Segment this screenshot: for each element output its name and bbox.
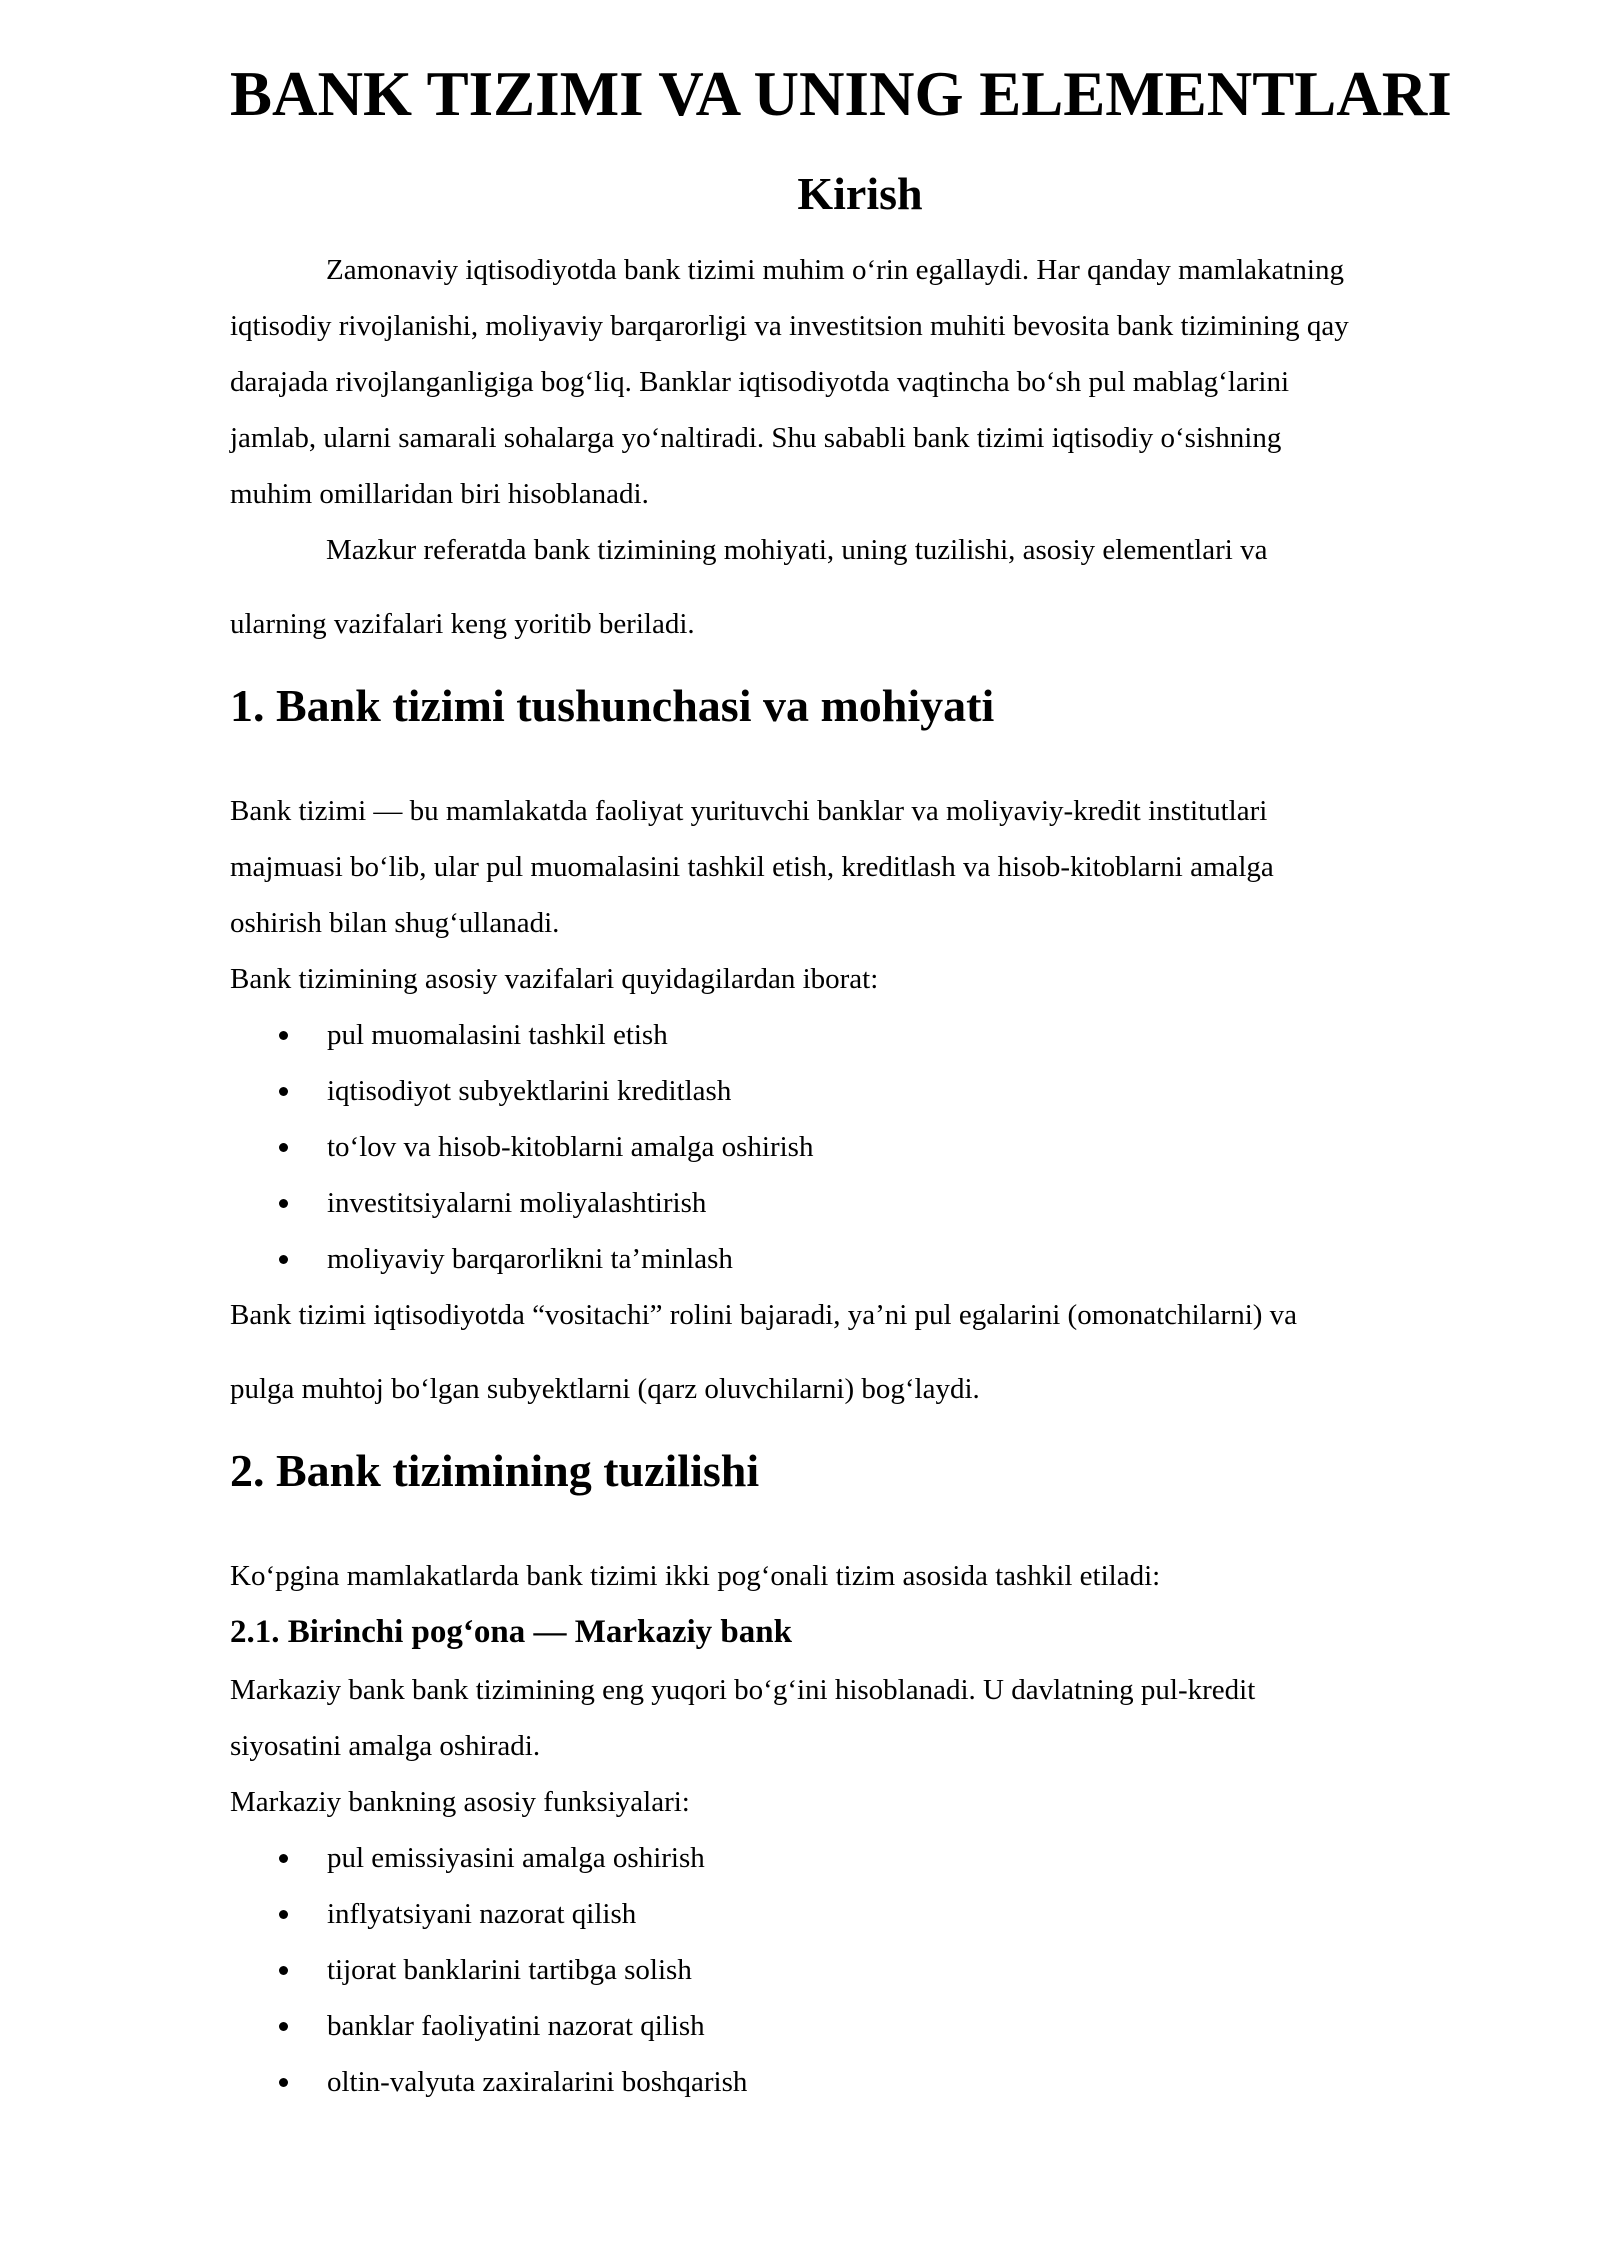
- section-1-heading: 1. Bank tizimi tushunchasi va mohiyati: [230, 680, 995, 731]
- list-intro: Markaziy bankning asosiy funksiyalari:: [230, 1786, 690, 1818]
- text-line: oshirish bilan shug‘ullanadi.: [230, 907, 560, 939]
- bullet-icon: [279, 2078, 288, 2087]
- text-line: Zamonaviy iqtisodiyotda bank tizimi muhim o‘rin egallaydi. Har qanday mamlakatning: [326, 254, 1344, 286]
- list-item-text: tijorat banklarini tartibga solish: [327, 1954, 692, 1986]
- section-1-task-list: [230, 1007, 1490, 1287]
- list-item: [230, 1830, 1490, 1886]
- central-bank-functions-list: [230, 1830, 1490, 2110]
- bullet-icon: [279, 1031, 288, 1040]
- list-item: [230, 1942, 1490, 1998]
- section-1-closing: [230, 1287, 1490, 1417]
- list-item: [230, 1998, 1490, 2054]
- bullet-icon: [279, 1966, 288, 1975]
- list-item-text: inflyatsiyani nazorat qilish: [327, 1898, 637, 1930]
- text-line: muhim omillaridan biri hisoblanadi.: [230, 478, 649, 510]
- intro-paragraph-2: [230, 522, 1490, 652]
- bullet-icon: [279, 1199, 288, 1208]
- text-line: jamlab, ularni samarali sohalarga yo‘naltiradi. Shu sababli bank tizimi iqtisodiy o‘sishning: [230, 422, 1282, 454]
- text-line: Markaziy bank bank tizimining eng yuqori bo‘g‘ini hisoblanadi. U davlatning pul-kredit: [230, 1674, 1256, 1706]
- list-item: [230, 1231, 1490, 1287]
- list-item-text: to‘lov va hisob-kitoblarni amalga oshirish: [327, 1131, 814, 1163]
- list-item: [230, 1886, 1490, 1942]
- list-item: [230, 1007, 1490, 1063]
- intro-heading: Kirish: [797, 168, 923, 219]
- subsection-2-1-heading: 2.1. Birinchi pog‘ona — Markaziy bank: [230, 1614, 792, 1650]
- text-line: darajada rivojlanganligiga bog‘liq. Banklar iqtisodiyotda vaqtincha bo‘sh pul mablag‘larini: [230, 366, 1290, 398]
- text-line: Bank tizimi iqtisodiyotda “vositachi” rolini bajaradi, ya’ni pul egalarini (omonatchilarni) va: [230, 1299, 1298, 1331]
- bullet-icon: [279, 1255, 288, 1264]
- list-item-text: iqtisodiyot subyektlarini kreditlash: [327, 1075, 732, 1107]
- intro-paragraph-1: [230, 242, 1490, 522]
- list-item-text: banklar faoliyatini nazorat qilish: [327, 2010, 705, 2042]
- bullet-icon: [279, 1854, 288, 1863]
- list-item-text: pul muomalasini tashkil etish: [327, 1019, 668, 1051]
- subsection-2-1-text: [230, 1662, 1490, 1830]
- bullet-icon: [279, 1143, 288, 1152]
- list-item-text: moliyaviy barqarorlikni ta’minlash: [327, 1243, 733, 1275]
- text-line: majmuasi bo‘lib, ular pul muomalasini tashkil etish, kreditlash va hisob-kitoblarni amalga: [230, 851, 1274, 883]
- section-2-intro: [230, 1548, 1490, 1604]
- section-1-definition: [230, 783, 1490, 1007]
- text-line: pulga muhtoj bo‘lgan subyektlarni (qarz oluvchilarni) bog‘laydi.: [230, 1373, 980, 1405]
- list-item: [230, 1119, 1490, 1175]
- text-line: iqtisodiy rivojlanishi, moliyaviy barqarorligi va investitsion muhiti bevosita bank tizimining qay: [230, 310, 1349, 342]
- list-item-text: oltin-valyuta zaxiralarini boshqarish: [327, 2066, 748, 2098]
- text-line: Bank tizimi — bu mamlakatda faoliyat yurituvchi banklar va moliyaviy-kredit institutlari: [230, 795, 1268, 827]
- list-item: [230, 1063, 1490, 1119]
- text-line: siyosatini amalga oshiradi.: [230, 1730, 541, 1762]
- bullet-icon: [279, 2022, 288, 2031]
- text-line: Ko‘pgina mamlakatlarda bank tizimi ikki pog‘onali tizim asosida tashkil etiladi:: [230, 1560, 1161, 1592]
- list-item-text: pul emissiyasini amalga oshirish: [327, 1842, 705, 1874]
- bullet-icon: [279, 1910, 288, 1919]
- list-intro: Bank tizimining asosiy vazifalari quyidagilardan iborat:: [230, 963, 879, 995]
- document-title: BANK TIZIMI VA UNING ELEMENTLARI: [230, 59, 1452, 129]
- section-2-heading: 2. Bank tizimining tuzilishi: [230, 1445, 760, 1496]
- list-item: [230, 2054, 1490, 2110]
- text-line: ularning vazifalari keng yoritib beriladi.: [230, 608, 695, 640]
- list-item-text: investitsiyalarni moliyalashtirish: [327, 1187, 707, 1219]
- list-item: [230, 1175, 1490, 1231]
- text-line: Mazkur referatda bank tizimining mohiyati, uning tuzilishi, asosiy elementlari va: [326, 534, 1268, 566]
- bullet-icon: [279, 1087, 288, 1096]
